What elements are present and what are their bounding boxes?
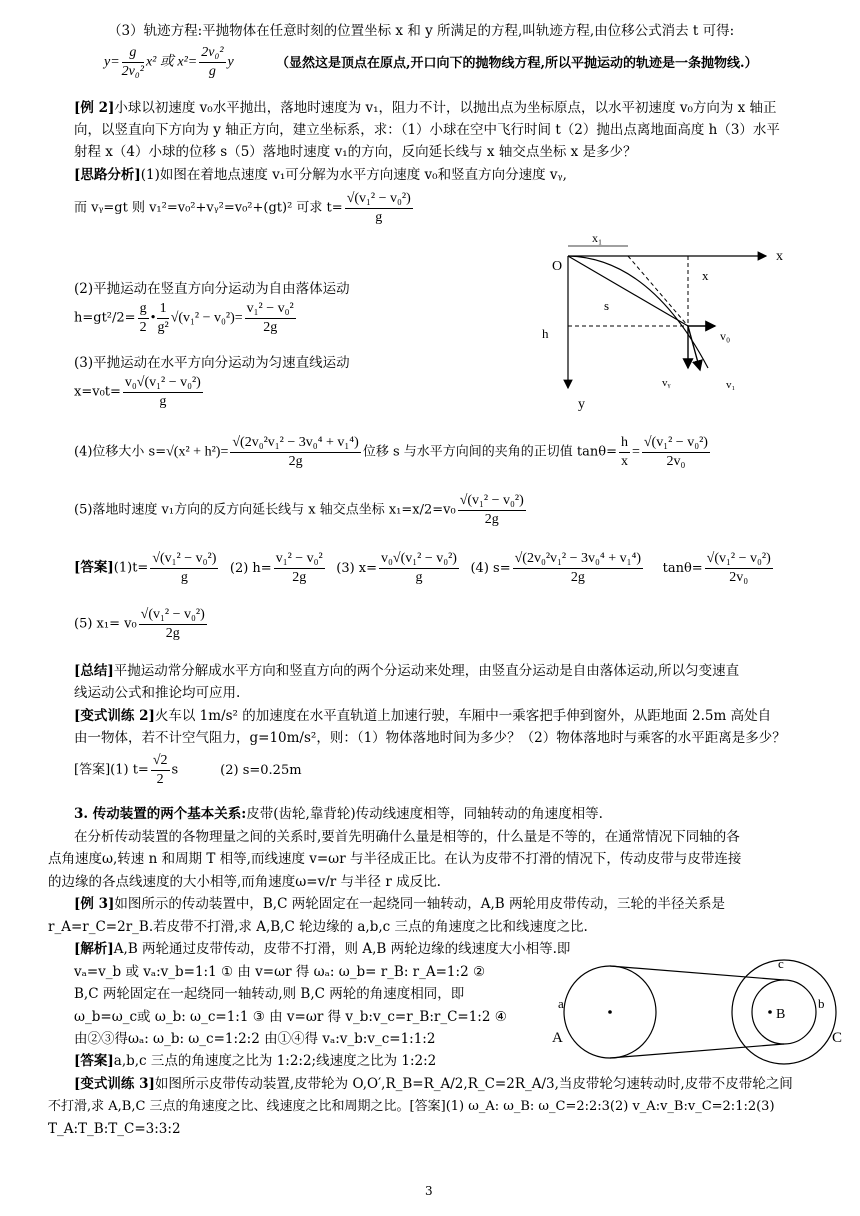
belt-top	[610, 966, 784, 980]
center-B	[768, 1010, 772, 1014]
fraction: $\frac{g}{\text{2v₀²}}$	[121, 45, 144, 79]
equation-x1: (5)落地时速度 v₁方向的反方向延长线与 x 轴交点坐标 x₁=x/2=v₀ $\frac{\text{√(v₁² − v₀²)}}{2g}$	[74, 493, 524, 527]
text-line: 的边缘的各点线速度的大小相等,而角速度ω=v/r 与半径 r 成反比.	[48, 874, 441, 890]
text-line: (2)平抛运动在竖直方向分运动为自由落体运动	[74, 281, 350, 297]
summary-line: [总结]平抛运动常分解成水平方向和竖直方向的两个分运动来处理，由竖直分运动是自由落体运动,所以匀变速直	[74, 663, 740, 679]
label-v1: v₁	[726, 379, 736, 391]
text-line: 点角速度ω,转速 n 和周期 T 相等,而线速度 v=ωr 与半径成正比。在认为皮带不打滑的情况下，传动皮带与皮带连接	[48, 851, 742, 867]
answer-line: [答案](1)t= $\frac{\text{√(v₁² − v₀²)}}{g}$ (2) h= $\frac{\text{v₁² − v₀²}}{2g}$ (3) x= $\frac{\text{v₀√(v₁² − v₀²)}}{g}$ (4) s= $\frac{\text{√(2v₀²v₁² − 3v₀⁴ + v₁⁴)}}{2g}$ tanθ= $\frac{\text{√(v₁² − v₀²)}}{\text{2v₀}}$	[74, 551, 771, 585]
exercise-3-line: [变式训练 3]如图所示皮带传动装置,皮带轮为 O,O′,R_B=R_A/2,R_C=2R_A/3,当皮带轮匀速转动时,皮带不皮带轮之间	[74, 1076, 793, 1092]
page-number: 3	[425, 1184, 433, 1198]
text-line: T_A:T_B:T_C=3:3:2	[48, 1121, 181, 1137]
analysis-line: [思路分析](1)如图在着地点速度 v₁可分解为水平方向速度 v₀和竖直方向分速度 vᵧ,	[74, 167, 567, 183]
text-line: 线运动公式和推论均可应用.	[74, 685, 241, 701]
text-line: ω_b=ω_c或 ω_b: ω_c=1:1 ③ 由 v=ωr 得 v_b:v_c=r_B:r_C=1:2 ④	[74, 1009, 507, 1025]
text-line: 向，以竖直向下方向为 y 轴正方向，建立坐标系，求：（1）小球在空中飞行时间 t（2）抛出点离地面高度 h（3）水平	[74, 122, 780, 138]
exercise-2-line: [变式训练 2]火车以 1m/s² 的加速度在水平直轨道上加速行驶，车厢中一乘客把手伸到窗外，从距地面 2.5m 高处自	[74, 708, 772, 724]
eq-part: x² 或 x²=	[145, 54, 198, 70]
answer-line-5: (5) x₁= v₀ $\frac{\text{√(v₁² − v₀²)}}{2g}$	[74, 607, 205, 641]
solution-line: [解析]A,B 两轮通过皮带传动，皮带不打滑，则 A,B 两轮边缘的线速度大小相等.即	[74, 941, 571, 957]
equation-t: 而 vᵧ=gt 则 v₁²=v₀²+vᵧ²=v₀²+(gt)² 可求 t= $\frac{\text{√(v₁² − v₀²)}}{g}$	[74, 191, 411, 225]
example-3-line: [例 3]如图所示的传动装置中，B,C 两轮固定在一起绕同一轴转动，A,B 两轮用皮带传动，三轮的半径关系是	[74, 896, 725, 912]
equation-s: (4)位移大小 s=√(x² + h²)= $\frac{\text{√(2v₀²v₁² − 3v₀⁴ + v₁⁴)}}{2g}$ 位移 s 与水平方向间的夹角的正切值 tanθ= $\frac{h}{x}$ = $\frac{\text{√(v₁² − v₀²)}}{\text{2v₀}}$	[74, 435, 708, 469]
answer-3-line: [答案]a,b,c 三点的角速度之比为 1:2:2;线速度之比为 1:2:2	[74, 1053, 437, 1069]
text-line: (3)平抛运动在水平方向分运动为匀速直线运动	[74, 355, 350, 371]
text-line: 在分析传动装置的各物理量之间的关系时,要首先明确什么量是相等的，什么量是不等的，在通常情况下同轴的各	[74, 829, 740, 845]
projectile-diagram	[540, 228, 810, 418]
label-vy: vᵧ	[662, 377, 671, 389]
label-C: C	[832, 1030, 843, 1046]
label-x: x	[702, 268, 709, 283]
text-line: 由②③得ωₐ: ω_b: ω_c=1:2:2 由①④得 vₐ:v_b:v_c=1:1:2	[74, 1031, 436, 1047]
belt-pulley-diagram	[548, 950, 848, 1070]
displacement-line	[568, 256, 688, 326]
label-a: a	[558, 996, 564, 1011]
label-B: B	[776, 1007, 786, 1022]
emphasis-note: （显然这是顶点在原点,开口向下的抛物线方程,所以平抛运动的轨迹是一条抛物线.）	[276, 56, 758, 71]
fraction: $\frac{\text{2v₀²}}{g}$	[201, 45, 224, 79]
v1-arrow	[688, 326, 700, 370]
text-line: 射程 x（4）小球的位移 s（5）落地时速度 v₁的方向，反向延长线与 x 轴交点坐标 x 是多少？	[74, 144, 637, 160]
belt-bottom	[610, 1044, 784, 1058]
label-c: c	[778, 956, 784, 971]
exercise-2-answer: [答案](1) t= $\frac{√2}{2}$ s (2) s=0.25m	[74, 753, 302, 787]
label-b: b	[818, 996, 825, 1011]
label-O: O	[552, 259, 563, 274]
text-line: （3）轨迹方程:平抛物体在任意时刻的位置坐标 x 和 y 所满足的方程,叫轨迹方程,由位移公式消去 t 可得:	[108, 23, 735, 39]
section-3-title: 3. 传动装置的两个基本关系:皮带(齿轮,靠背轮)传动线速度相等，同轴转动的角速度相等.	[74, 806, 603, 822]
text-line: B,C 两轮固定在一起绕同一轴转动,则 B,C 两轮的角速度相同，即	[74, 986, 465, 1002]
label-x1: x₁	[592, 231, 603, 245]
label-A: A	[552, 1030, 563, 1046]
eq-part: y=	[104, 54, 120, 70]
eq-part: y	[227, 54, 234, 70]
text-line: 不打滑,求 A,B,C 三点的角速度之比、线速度之比和周期之比。[答案](1) ω_A: ω_B: ω_C=2:2:3(2) v_A:v_B:v_C=2:1:2(3)	[48, 1099, 775, 1114]
equation-h: h=gt²/2= $\frac{g}{2}$ • $\frac{1}{\text{g²}}$ √(v₁² − v₀²)= $\frac{\text{v₁² − v₀²}}{2g}$	[74, 301, 294, 335]
example-2-line1: [例 2]小球以初速度 v₀水平抛出，落地时速度为 v₁，阻力不计，以抛出点为坐标原点，以水平初速度 v₀方向为 x 轴正	[74, 100, 777, 116]
trajectory-curve	[568, 256, 708, 368]
tangent-extension	[628, 256, 688, 326]
center-A	[608, 1010, 612, 1014]
text-line: vₐ=v_b 或 vₐ:v_b=1:1 ① 由 v=ωr 得 ωₐ: ω_b= r_B: r_A=1:2 ②	[74, 964, 486, 980]
label-y-axis: y	[578, 397, 585, 412]
text-line: 由一物体，若不计空气阻力，g=10m/s²，则：（1）物体落地时间为多少？（2）物体落地时与乘客的水平距离是多少？	[74, 730, 786, 746]
label-x-axis: x	[776, 249, 783, 264]
text-line: r_A=r_C=2r_B.若皮带不打滑,求 A,B,C 轮边缘的 a,b,c 三点的角速度之比和线速度之比.	[48, 919, 588, 935]
equation-x: x=v₀t= $\frac{\text{v₀√(v₁² − v₀²)}}{g}$	[74, 375, 201, 409]
trajectory-equation	[104, 44, 234, 81]
label-h: h	[542, 326, 549, 341]
label-v0: v₀	[720, 329, 731, 343]
label-s: s	[604, 298, 610, 313]
